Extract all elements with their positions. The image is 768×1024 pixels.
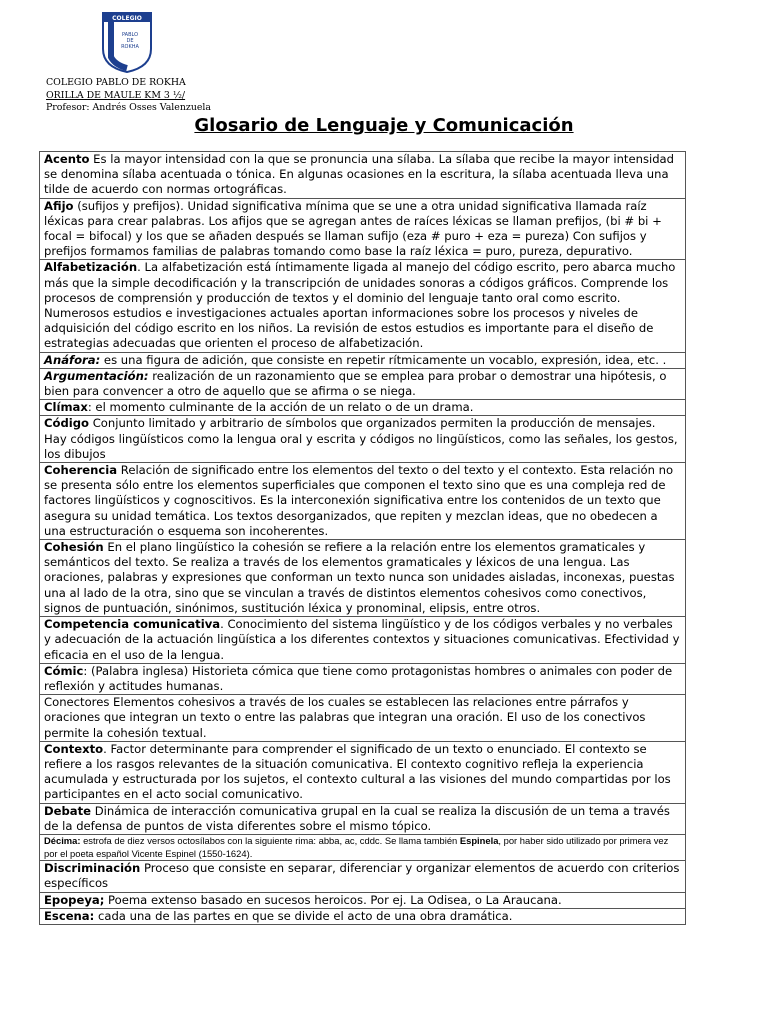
glossary-row — [40, 540, 686, 617]
glossary-row — [40, 352, 686, 368]
glossary-table — [39, 151, 686, 925]
glossary-term: Acento — [44, 152, 90, 166]
glossary-definition: estrofa de diez versos octosílabos con la siguiente rima: abba, ac, cddc. Se llama también — [80, 834, 460, 846]
teacher-name: Profesor: Andrés Osses Valenzuela — [46, 102, 211, 114]
glossary-row — [40, 803, 686, 834]
glossary-definition: Proceso que consiste en separar, diferenciar y organizar elementos de acuerdo con criterios específicos — [44, 861, 680, 891]
school-logo — [101, 11, 153, 74]
glossary-term-alt: Espinela — [459, 834, 499, 846]
glossary-definition: Es la mayor intensidad con la que se pronuncia una sílaba. La sílaba que recibe la mayor intensidad se denomina sílaba acentuada o tónica. En algunas ocasiones en la escritura, la sílaba acentuada lleva una tilde de acuerdo con normas ortográficas. — [44, 152, 675, 197]
glossary-entry — [40, 741, 686, 803]
logo-text: PABLO — [121, 32, 139, 38]
glossary-row — [40, 908, 686, 924]
school-address: ORILLA DE MAULE KM 3 ½/ — [46, 89, 186, 101]
glossary-term: Clímax — [44, 400, 88, 415]
glossary-term: Cómic — [44, 663, 84, 678]
logo-text: ROKHA — [121, 44, 139, 50]
glossary-entry — [40, 260, 686, 352]
glossary-term: Epopeya; — [44, 892, 105, 907]
logo-text: DE — [126, 38, 134, 44]
glossary-definition: es una figura de adición, que consiste en repetir rítmicamente un vocablo, expresión, idea, etc. . — [100, 352, 667, 367]
glossary-row — [40, 260, 686, 352]
school-name: COLEGIO PABLO DE ROKHA — [46, 77, 186, 88]
glossary-term: Afijo — [44, 198, 74, 213]
glossary-definition: cada una de las partes en que se divide el acto de una obra dramática. — [94, 908, 513, 923]
glossary-entry — [40, 803, 686, 834]
page-title: Glosario de Lenguaje y Comunicación — [194, 115, 574, 136]
glossary-term: Alfabetización — [44, 260, 138, 275]
glossary-definition: : (Palabra inglesa) Historieta cómica que tiene como protagonistas hombres o animales con poder de reflexión y actitudes humanas. — [44, 663, 673, 693]
glossary-row — [40, 617, 686, 664]
glossary-entry — [40, 892, 686, 908]
glossary-entry — [40, 352, 686, 368]
glossary-entry — [40, 463, 686, 540]
glossary-term: Debate — [44, 803, 92, 818]
glossary-definition: . La alfabetización está íntimamente ligada al manejo del código escrito, pero abarca mucho más que la simple decodificación y la transcripción de unidades sonoras a códigos gráficos. Comprende los procesos de comprensión y producción de textos y el dominio del lenguaje tanto oral como escrito. Numerosos estudios e investigaciones actuales aportan informaciones sobre los procesos y niveles de adquisición del código escrito en los niños. La revisión de estos estudios es importante para el diseño de estrategias adecuadas que orienten el proceso de alfabetización. — [44, 260, 676, 351]
glossary-entry — [40, 416, 686, 463]
glossary-term: Anáfora: — [44, 352, 101, 367]
glossary-row — [40, 152, 686, 199]
glossary-entry — [40, 663, 686, 694]
glossary-term: Argumentación: — [44, 368, 149, 383]
glossary-definition: Conjunto limitado y arbitrario de símbolos que organizados permiten la producción de mensajes. Hay códigos lingüísticos como la lengua oral y escrita y códigos no lingüísticos, como las señales, los gestos, los dibujos — [44, 416, 678, 461]
glossary-definition: : el momento culminante de la acción de un relato o de un drama. — [87, 400, 474, 415]
glossary-term: Discriminación — [44, 861, 141, 876]
glossary-definition: . Factor determinante para comprender el significado de un texto o enunciado. El contexto se refiere a los rasgos relevantes de la situación comunicativa. El contexto cognitivo refleja la experiencia acumulada y estructurada por los sujetos, el contexto cultural a las visiones del mundo compartidas por los participantes en el acto social comunicativo. — [44, 741, 671, 802]
glossary-entry — [40, 198, 686, 260]
glossary-definition: Conectores Elementos cohesivos a través de los cuales se establecen las relaciones entre párrafos y oraciones que integran un texto o entre las palabras que integran una oración. El uso de los conectivos permite la cohesión textual. — [44, 695, 646, 740]
glossary-row — [40, 368, 686, 399]
glossary-entry — [40, 861, 686, 892]
glossary-entry — [40, 152, 686, 199]
logo-text: COLEGIO — [112, 15, 142, 22]
glossary-term: Contexto — [44, 741, 104, 756]
glossary-entry — [40, 400, 686, 416]
glossary-definition: (sufijos y prefijos). Unidad significativa mínima que se une a otra unidad significativa llamada raíz léxicas para crear palabras. Los afijos que se agregan antes de raíces léxicas se llaman prefijos, (bi # bi + focal = bifocal) y los que se añaden después se llaman sufijo (eza # puro + eza = pureza) Con sufijos y prefijos formamos familias de palabras tomando como base la raíz léxica = puro, pureza, depurativo. — [44, 198, 662, 259]
glossary-entry — [40, 368, 686, 399]
school-crest-icon — [101, 11, 153, 74]
glossary-row — [40, 416, 686, 463]
glossary-row — [40, 861, 686, 892]
glossary-term: Escena: — [44, 908, 95, 923]
glossary-entry — [40, 834, 686, 860]
school-info — [46, 77, 211, 115]
glossary-definition: Dinámica de interacción comunicativa grupal en la cual se realiza la discusión de un tema a través de la defensa de puntos de vista diferentes sobre el mismo tópico. — [44, 803, 670, 833]
glossary-row — [40, 663, 686, 694]
glossary-definition: Relación de significado entre los elementos del texto o del texto y el contexto. Esta relación no se presenta sólo entre los elementos superficiales que componen el texto sino que es una compleja red de factores lingüísticos y cognoscitivos. Es la interconexión significativa entre los contenidos de un texto que asegura su unidad temática. Los textos desorganizados, que repiten y mezclan ideas, que no obedecen a una estructuración o esquema son incoherentes. — [44, 463, 674, 538]
glossary-term: Competencia comunicativa — [44, 617, 221, 632]
glossary-row — [40, 892, 686, 908]
glossary-row — [40, 834, 686, 860]
glossary-term: Código — [44, 416, 90, 431]
glossary-row — [40, 198, 686, 260]
glossary-row — [40, 741, 686, 803]
glossary-term: Cohesión — [44, 540, 104, 555]
glossary-definition: . Conocimiento del sistema lingüístico y de los códigos verbales y no verbales y adecuación de la actuación lingüística a los diferentes contextos y situaciones comunicativas. Efectividad y eficacia en el uso de la lengua. — [44, 617, 680, 662]
glossary-definition: realización de un razonamiento que se emplea para probar o demostrar una hipótesis, o bien para convencer a otro de aquello que se afirma o se niega. — [44, 368, 667, 399]
glossary-definition: En el plano lingüístico la cohesión se refiere a la relación entre los elementos gramaticales y semánticos del texto. Se realiza a través de los elementos gramaticales y léxicos de una lengua. Las oraciones, palabras y expresiones que conforman un texto nunca son unidades aisladas, inconexas, puestas una al lado de la otra, sino que se vinculan a través de distintos elementos cohesivos como conectivos, signos de puntuación, sinónimos, sustitución léxica y pronominal, elipsis, entre otros. — [44, 540, 675, 615]
glossary-term: Décima: — [44, 834, 81, 846]
glossary-term: Coherencia — [44, 463, 118, 478]
glossary-row — [40, 463, 686, 540]
glossary-definition: Poema extenso basado en sucesos heroicos. Por ej. La Odisea, o La Araucana. — [104, 892, 562, 907]
glossary-entry — [40, 617, 686, 664]
glossary-row — [40, 695, 686, 742]
glossary-entry — [40, 908, 686, 924]
glossary-entry — [40, 695, 686, 742]
glossary-row — [40, 400, 686, 416]
glossary-entry — [40, 540, 686, 617]
glossary-definition: , por haber sido utilizado por primera vez por el poeta español Vicente Espinel (1550-1624). — [44, 834, 669, 859]
